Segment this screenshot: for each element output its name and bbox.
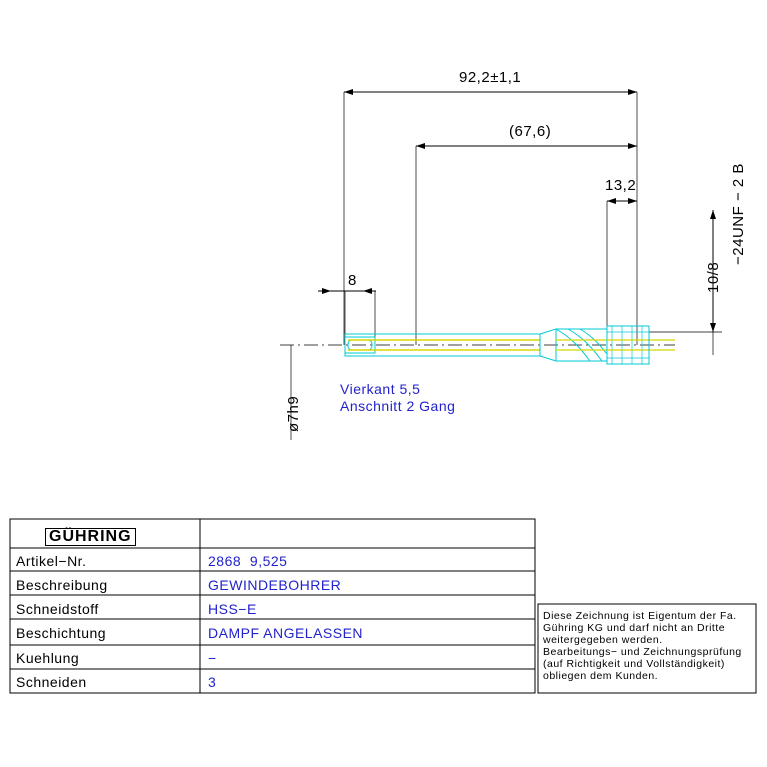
dim-label-shank-diameter: ø7h9 <box>285 395 302 432</box>
tb-value-description: GEWINDEBOHRER <box>208 577 342 593</box>
tb-value-material: HSS−E <box>208 601 257 617</box>
dim-label-thread-length: 13,2 <box>605 177 637 194</box>
arrow-right-reference <box>628 143 637 149</box>
arrow-right-overall <box>628 89 637 95</box>
dim-label-overall-length: 92,2±1,1 <box>459 69 522 86</box>
tb-label-description: Beschreibung <box>16 577 108 593</box>
tb-label-coating: Beschichtung <box>16 625 107 641</box>
arrow-right-thread <box>628 198 637 204</box>
dim-label-thread-spec: −24UNF − 2 B <box>730 163 747 265</box>
legal-note-line-3: weitergegeben werden. <box>543 634 663 646</box>
arrow-left-reference <box>416 143 425 149</box>
tb-value-article-number: 2868 9,525 <box>208 553 288 569</box>
arrow-left-overall <box>344 89 353 95</box>
arrow-left-square <box>322 288 331 294</box>
tb-label-flutes: Schneiden <box>16 674 87 690</box>
note-square: Vierkant 5,5 <box>340 381 421 397</box>
legal-note-line-5: (auf Richtigkeit und Vollständigkeit) <box>543 658 725 670</box>
tb-value-cooling: − <box>208 650 217 666</box>
tb-value-flutes: 3 <box>208 674 217 690</box>
tb-label-article-number: Artikel−Nr. <box>16 553 87 569</box>
dim-label-square-length: 8 <box>348 272 357 289</box>
legal-note-line-4: Bearbeitungs− und Zeichnungsprüfung <box>543 646 742 658</box>
legal-note-line-1: Diese Zeichnung ist Eigentum der Fa. <box>543 610 737 622</box>
arrow-top-square-size <box>710 210 716 219</box>
tb-value-coating: DAMPF ANGELASSEN <box>208 625 364 641</box>
arrow-left-thread <box>607 198 616 204</box>
dim-label-reference-length: (67,6) <box>509 123 552 140</box>
brand-logo: GÜHRING <box>45 528 136 546</box>
arrow-right-square <box>363 288 372 294</box>
dim-label-square-size: 10/8 <box>705 261 722 293</box>
tb-label-cooling: Kuehlung <box>16 650 80 666</box>
legal-note-line-6: obliegen dem Kunden. <box>543 670 659 682</box>
arrow-bottom-square-size <box>710 323 716 332</box>
legal-note-line-2: Gühring KG und darf nicht an Dritte <box>543 622 726 634</box>
tb-label-material: Schneidstoff <box>16 601 99 617</box>
note-chamfer: Anschnitt 2 Gang <box>340 398 456 414</box>
